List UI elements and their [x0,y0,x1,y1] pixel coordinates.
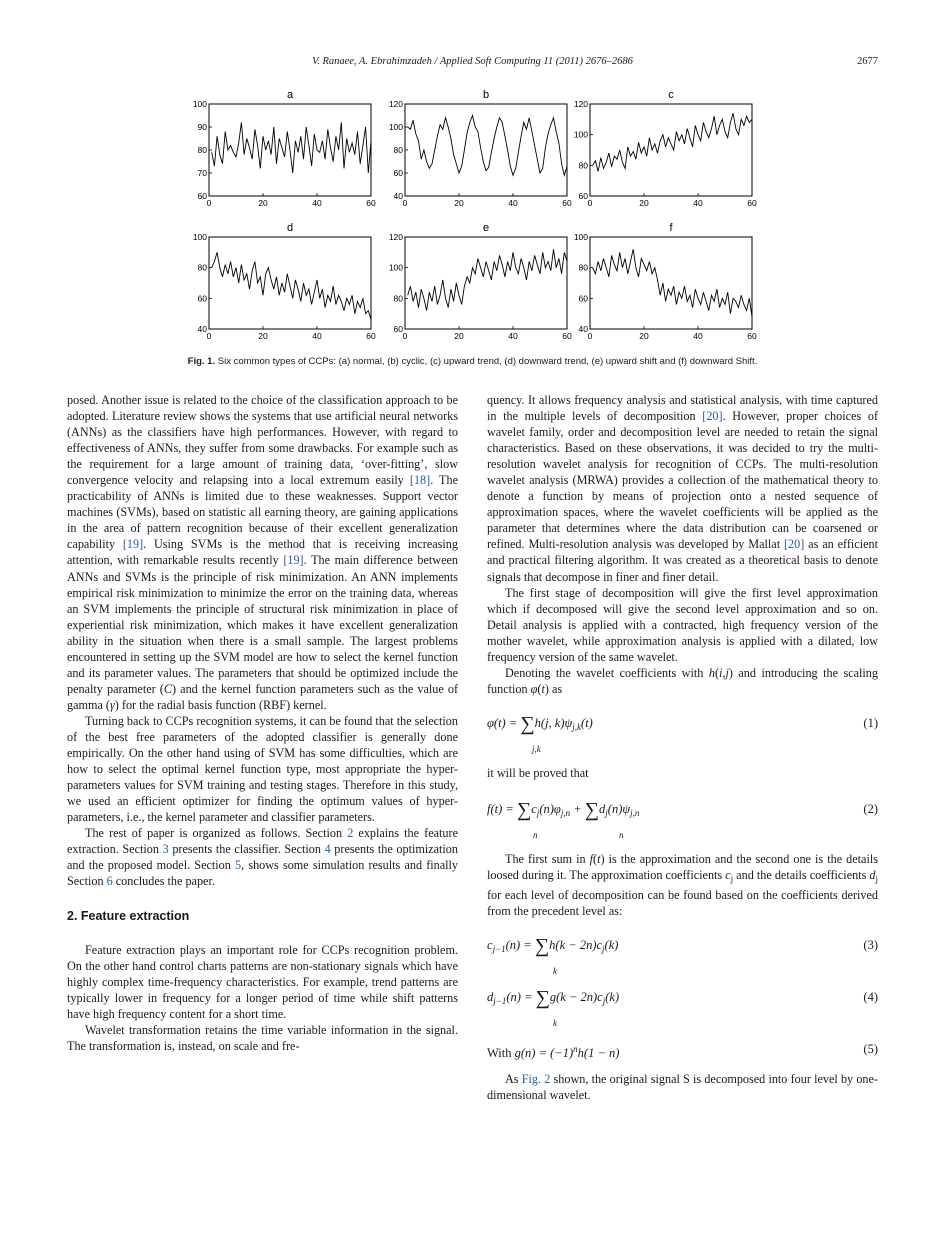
equation-number: (5) [863,1042,878,1057]
left-column [67,392,458,1054]
running-title: V. Ranaee, A. Ebrahimzadeh / Applied Soft Computing 11 (2011) 2676–2686 [312,56,633,67]
x-tick-label: 40 [693,331,703,341]
x-tick-label: 20 [258,331,268,341]
page-number: 2677 [857,56,878,67]
chart-c [574,89,757,208]
x-tick-label: 40 [312,331,322,341]
y-tick-label: 100 [573,232,588,242]
chart-f [574,222,757,341]
y-tick-label: 40 [197,324,207,334]
section-link[interactable]: 5 [235,858,242,873]
citation-link[interactable]: [18] [409,473,431,488]
x-tick-label: 20 [454,198,464,208]
chart-d [193,222,376,341]
citation-link[interactable]: [19] [283,553,304,568]
chart-title: f [669,222,673,234]
x-tick-label: 60 [366,198,376,208]
paragraph: posed. Another issue is related to the choice of the classification approach to be adopted. Literature review shows the systems that use artificial neural networks (ANNs) as the classifiers have high performances. However, with regard to effectiveness of ANNs, they suffer from some drawbacks. For example such as the requirement for a large amount of training data, ‘over-fitting’, slow convergence velocity and relapsing into a local extremum easily [18]. The practicability of ANNs is limited due to these weaknesses. Support vector machines (SVMs), based on statistic all earning theory, are gaining applications in the area of pattern recognition because of their excellent generalization capability [19]. Using SVMs is the method that is receiving increasing attention, with remarkable results recently [19]. The main difference between ANNs and SVMs is the principle of risk minimization. An ANN implements empirical risk minimization to minimize the error on the training data, whereas an SVM implements the principle of structural risk minimization in place of experiential risk minimization, which makes it have excellent generalization ability in the situation when there is a small sample. The largest problems encountered in setting up the SVM model are how to select the kernel function and its parameter values. The parameters that should be optimized include the penalty parameter (C) and the kernel function parameters such as the value of gamma (γ) for the radial basis function (RBF) kernel. [67,393,458,712]
running-header [67,56,878,72]
plot-frame [590,104,752,196]
paragraph: The first sum in f(t) is the approximation and the second one is the details loosed during it. The approximation coefficients $c_j$ and the details coefficients $d_j$ for each level of decomposition can be found based on the coefficients derived from the precedent level as: [487,851,878,919]
chart-title: b [482,89,490,101]
x-tick-label: 0 [587,331,593,341]
citation-link[interactable]: [19] [122,537,144,552]
right-column [487,392,878,1103]
figure-1-charts [185,84,755,346]
x-tick-label: 40 [508,198,518,208]
x-tick-label: 20 [258,198,268,208]
equation-number: (1) [863,715,878,730]
x-tick-label: 0 [402,331,408,341]
paragraph: Denoting the wavelet coefficients with h(i,j) and introducing the scaling function φ(t) as [487,665,878,696]
x-tick-label: 0 [206,331,212,341]
chart-b [389,89,572,208]
figure-caption [67,356,878,367]
plot-frame [590,237,752,329]
equation-number: (4) [863,990,878,1005]
y-tick-label: 40 [393,191,403,201]
citation-link[interactable]: [20] [702,409,723,424]
chart-a [193,89,376,208]
y-tick-label: 80 [393,293,403,304]
x-tick-label: 40 [508,331,518,341]
y-tick-label: 120 [388,232,403,242]
section-link[interactable]: 3 [162,842,169,857]
chart-e [389,222,572,341]
paragraph: The rest of paper is organized as follows. Section 2 explains the feature extraction. Section 3 presents the classifier. Section 4 presents the optimization and the proposed model. Section 5, shows some simulation results and finally Section 6 concludes the paper. [67,826,459,889]
x-tick-label: 40 [693,198,703,208]
y-tick-label: 100 [388,122,403,132]
paragraph: The first stage of decomposition will give the first level approximation which if decomposed will give the second level approximation and so on. Detail analysis is applied with a contracted, high frequency version of the mother wavelet, while approximation analysis is applied with a dilated, low frequency version of the same wavelet. [487,585,878,664]
y-tick-label: 60 [393,324,403,334]
series-line [593,249,752,316]
y-tick-label: 100 [192,99,207,109]
y-tick-label: 80 [578,160,588,171]
x-tick-label: 60 [747,198,757,208]
paragraph: As Fig. 2 shown, the original signal S is decomposed into four level by one-dimensional wavelet. [487,1072,878,1103]
x-tick-label: 0 [587,198,593,208]
section-link[interactable]: 6 [106,874,113,889]
paragraph: quency. It allows frequency analysis and statistical analysis, with time captured in the multiple levels of decomposition [20]. However, proper choices of wavelet family, order and decomposition level are needed to retain the signal characteristics. Based on these observations, it was decided to try the multi-resolution wavelet analysis for recognition of CCPs. The multi-resolution wavelet analysis (MRWA) provides a collection of the mathematical theory to denote a function by means of projection onto a nested sequence of approximation spaces, where the wavelet coefficients will be applied as the parameter that determines where the data distribution can be coarsened or refined. Multi-resolution analysis was developed by Mallat [20] as an efficient and practical filtering algorithm. It was created as a theoretical basis to denote signals that decompose in finer and finer detail. [487,393,878,584]
series-line [593,113,752,171]
y-tick-label: 60 [393,168,403,178]
x-tick-label: 60 [747,331,757,341]
series-line [212,122,371,173]
x-tick-label: 60 [562,331,572,341]
section-link[interactable]: 2 [347,826,354,841]
x-tick-label: 0 [402,198,408,208]
x-tick-label: 40 [312,198,322,208]
y-tick-label: 100 [192,232,207,242]
section-link[interactable]: 4 [324,842,331,857]
series-line [408,249,567,310]
equation-number: (3) [863,938,878,953]
paragraph: it will be proved that [487,765,589,780]
paragraph: Feature extraction plays an important role for CCPs recognition problem. On the other hand control charts patterns are non-stationary signals which have highly complex time-frequency characteristics. For example, trend patterns are typically lower in frequency for a longer period of time while shift patterns have high frequency content for a short time. [67,942,458,1021]
y-tick-label: 60 [197,293,207,304]
x-tick-label: 20 [639,198,649,208]
y-tick-label: 120 [573,99,588,109]
plot-frame [405,104,567,196]
equation-number: (2) [863,801,878,816]
y-tick-label: 70 [197,168,207,178]
equation-1: φ(t) = ∑h(j, $k)\psi_{j,k}(t)$ j,k (1) [487,712,878,754]
y-tick-label: 80 [197,262,207,273]
section-heading: 2. Feature extraction [67,909,190,924]
caption-text: Six common types of CCPs: (a) normal, (b) cyclic, (c) upward trend, (d) downward trend, (e) upward shift and (f) downward Shift. [217,356,758,367]
chart-title: a [286,89,294,101]
y-tick-label: 60 [197,191,207,201]
equation-4: $d_{j-1}(n) = \sum g(k - 2n)c_j(k)$ k (4) [487,987,878,1029]
paragraph: Wavelet transformation retains the time variable information in the signal. The transformation is, instead, on scale and fre- [67,1022,458,1053]
chart-title: e [482,222,490,234]
series-line [212,252,371,319]
y-tick-label: 90 [197,122,207,132]
x-tick-label: 20 [639,331,649,341]
chart-title: d [286,222,294,234]
equation-5: With $g(n) = (-1)^nh(1 - n)$ (5) [487,1042,878,1061]
equation-3: $c_{j-1}(n) = \sum h(k - 2n)c_j(k)$ k (3) [487,935,878,977]
y-tick-label: 80 [578,262,588,273]
plot-frame [209,237,371,329]
x-tick-label: 20 [454,331,464,341]
y-tick-label: 100 [573,129,588,140]
x-tick-label: 60 [562,198,572,208]
x-tick-label: 60 [366,331,376,341]
equation-2: $f(t) = \sum c_j(n)\varphi_{j,n} + \sum d_j(n)\psi_{j,n}$ n n (2) [487,798,878,840]
plot-frame [405,237,567,329]
y-tick-label: 80 [393,145,403,155]
series-line [408,116,567,176]
y-tick-label: 60 [578,293,588,304]
x-tick-label: 0 [206,198,212,208]
y-tick-label: 120 [388,99,403,109]
y-tick-label: 60 [578,191,588,201]
chart-title: c [668,89,674,101]
y-tick-label: 80 [197,145,207,155]
y-tick-label: 100 [388,262,403,273]
caption-label: Fig. 1. [187,356,216,367]
figure-link[interactable]: Fig. 2 [521,1072,551,1087]
y-tick-label: 40 [578,324,588,334]
paragraph: Turning back to CCPs recognition systems, it can be found that the selection of the best free parameters of the adopted classifier is generally done empirically. On the other hand using of SVM has some difficulties, which are how to select the optimal kernel function type, most appropriate the hyper-parameters values for SVM training and testing stages. Therefore in this study, we used an efficient optimizer for finding the optimum values of hyper-parameters, i.e., the kernel parameter and classifier parameters. [67,713,458,825]
citation-link[interactable]: [20] [783,537,805,552]
